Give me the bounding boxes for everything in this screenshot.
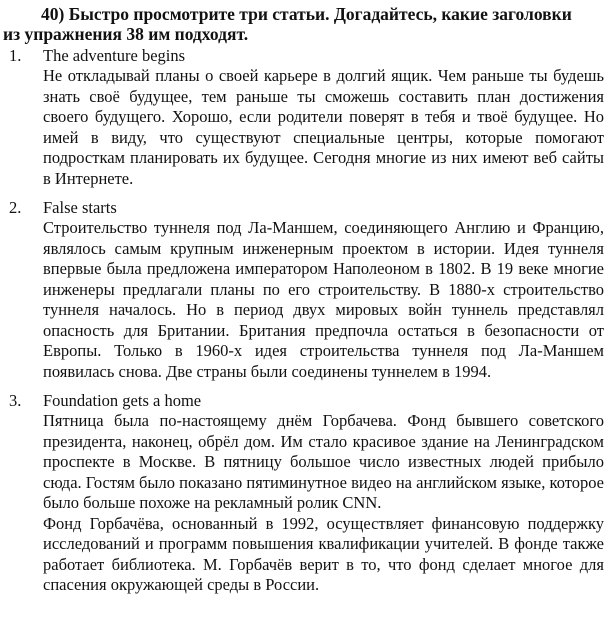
article-2-header [3,198,604,218]
article-3-header [3,391,604,411]
article-2-title: False starts [43,198,117,217]
exercise-number: 40) [41,4,65,24]
instruction-line-2: из упражнения 38 им подходят. [3,24,249,44]
article-3-paragraph-2: Фонд Горбачёва, основанный в 1992, осуществляет финансовую поддержку исследований и программ повышения квалификации учителей. В фонде также работает библиотека. М. Горбачёв верит в то, что фонд сделает многое для спасения окружающей среды в России. [43,513,604,594]
article-3-title: Foundation gets a home [43,391,202,410]
article-2-body [43,218,604,382]
article-3 [3,391,604,596]
article-1-paragraph-1: Не откладывай планы о своей карьере в долгий ящик. Чем раньше ты будешь знать своё будущее, тем раньше ты сможешь составить план достижения своего будущего. Хорошо, если родители поверят в тебя и твоё будущее. Но имей в виду, что существуют специальные центры, которые помогают подросткам планировать их будущее. Сегодня многие из них имеют веб сайты в Интернете. [43,66,604,188]
article-1-title: The adventure begins [43,46,186,65]
article-2-number: 2. [9,198,22,217]
exercise-instruction [3,4,604,44]
instruction-text-1: Быстро просмотрите три статьи. Догадайтесь, какие заголовки [68,4,572,24]
article-3-paragraph-1: Пятница была по-настоящему днём Горбачева. Фонд бывшего советского президента, наконец, обрёл дом. Им стало красивое здание на Ленинградском проспекте в Москве. В пятницу большое число известных людей прибыло сюда. Гостям было показано пятиминутное видео на английском языке, которое было больше похоже на рекламный ролик CNN. [43,411,604,512]
article-3-body [43,411,604,596]
article-1-header [3,46,604,66]
article-2 [3,198,604,382]
article-2-paragraph-1: Строительство туннеля под Ла-Маншем, соединяющего Англию и Францию, являлось самым крупным инженерным проектом в истории. Идея туннеля впервые была предложена императором Наполеоном в 1802. В 19 веке многие инженеры предлагали планы по его строительству. В 1880-х строительство туннеля началось. Но в период двух мировых войн туннель представлял опасность для Британии. Британия предпочла остаться в безопасности от Европы. Только в 1960-х идея строительства туннеля под Ла-Маншем появилась снова. Две страны были соединены туннелем в 1994. [43,218,604,381]
article-1-body [43,66,604,189]
article-1-number: 1. [9,46,22,65]
instruction-line-1 [3,4,604,24]
article-3-number: 3. [9,391,22,410]
article-1 [3,46,604,189]
